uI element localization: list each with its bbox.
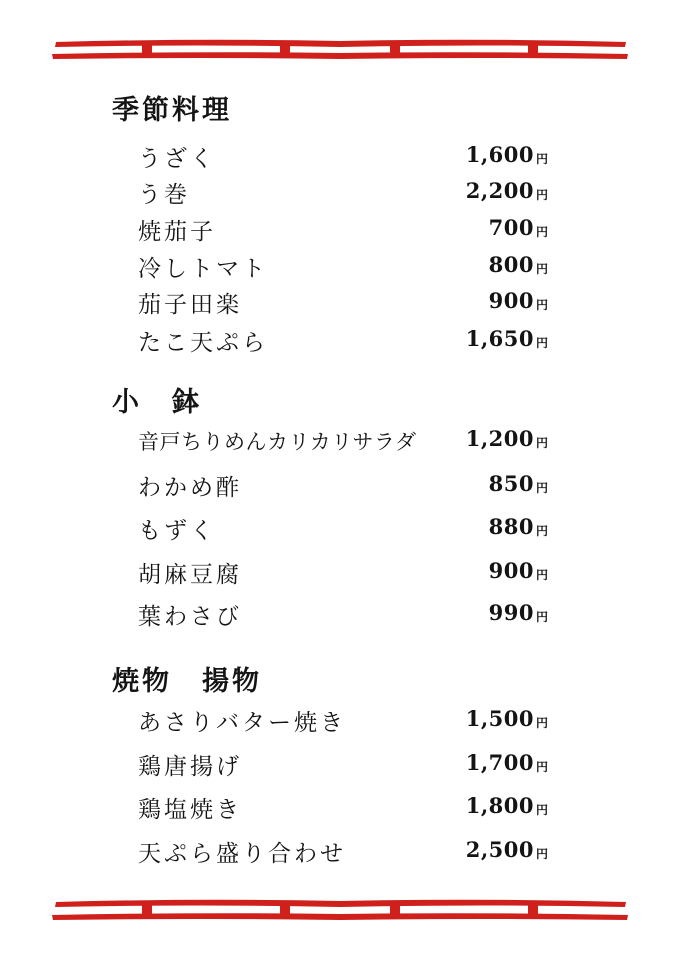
item-price: 1,700 (465, 750, 534, 775)
menu-item (138, 512, 548, 546)
item-name: 胡麻豆腐 (138, 562, 242, 588)
menu-item (138, 791, 548, 825)
item-name: 鶏唐揚げ (138, 754, 242, 780)
item-price: 1,650 (465, 326, 534, 351)
item-name: うざく (138, 146, 216, 172)
menu-item (138, 556, 548, 590)
menu-item (138, 598, 548, 632)
menu-item (138, 424, 548, 458)
item-name: たこ天ぷら (138, 330, 268, 356)
price-unit: 円 (535, 298, 548, 312)
item-name: 鶏塩焼き (138, 797, 242, 823)
price-unit: 円 (535, 436, 548, 450)
price-unit: 円 (535, 336, 548, 350)
item-price: 700 (488, 215, 534, 240)
item-price: 880 (488, 514, 534, 539)
menu-item (138, 140, 548, 174)
item-name: あさりバター焼き (138, 710, 346, 736)
item-name: もずく (138, 518, 216, 544)
price-unit: 円 (535, 847, 548, 861)
price-unit: 円 (535, 568, 548, 582)
item-price: 850 (488, 471, 534, 496)
item-name: 茄子田楽 (138, 292, 242, 318)
item-name: う巻 (138, 182, 190, 208)
menu-item (138, 250, 548, 284)
item-name: 焼茄子 (138, 219, 216, 245)
menu-item (138, 176, 548, 210)
price-unit: 円 (535, 481, 548, 495)
bottom-decorative-border (50, 894, 630, 928)
item-price: 1,600 (465, 142, 534, 167)
menu-item (138, 324, 548, 358)
menu-item (138, 704, 548, 738)
top-decorative-border (50, 32, 630, 66)
item-price: 900 (488, 558, 534, 583)
item-name: 天ぷら盛り合わせ (138, 841, 346, 867)
item-price: 2,200 (465, 178, 534, 203)
menu-item (138, 213, 548, 247)
item-name: 冷しトマト (138, 256, 268, 282)
item-price: 990 (488, 600, 534, 625)
menu-item (138, 469, 548, 503)
item-price: 1,200 (465, 426, 534, 451)
price-unit: 円 (535, 524, 548, 538)
section-title-grilled-fried: 焼物 揚物 (112, 666, 262, 697)
item-price: 2,500 (465, 837, 534, 862)
item-name: 葉わさび (138, 604, 242, 630)
item-name: わかめ酢 (138, 475, 242, 501)
section-title-small-bowls: 小 鉢 (112, 387, 202, 418)
price-unit: 円 (535, 716, 548, 730)
price-unit: 円 (535, 262, 548, 276)
price-unit: 円 (535, 188, 548, 202)
item-price: 900 (488, 288, 534, 313)
menu-item (138, 286, 548, 320)
price-unit: 円 (535, 225, 548, 239)
item-price: 1,800 (465, 793, 534, 818)
price-unit: 円 (535, 152, 548, 166)
section-title-seasonal: 季節料理 (112, 95, 232, 126)
menu-item (138, 835, 548, 869)
menu-item (138, 748, 548, 782)
price-unit: 円 (535, 803, 548, 817)
price-unit: 円 (535, 760, 548, 774)
item-price: 1,500 (465, 706, 534, 731)
price-unit: 円 (535, 610, 548, 624)
item-price: 800 (488, 252, 534, 277)
item-name: 音戸ちりめんカリカリサラダ (138, 430, 417, 454)
